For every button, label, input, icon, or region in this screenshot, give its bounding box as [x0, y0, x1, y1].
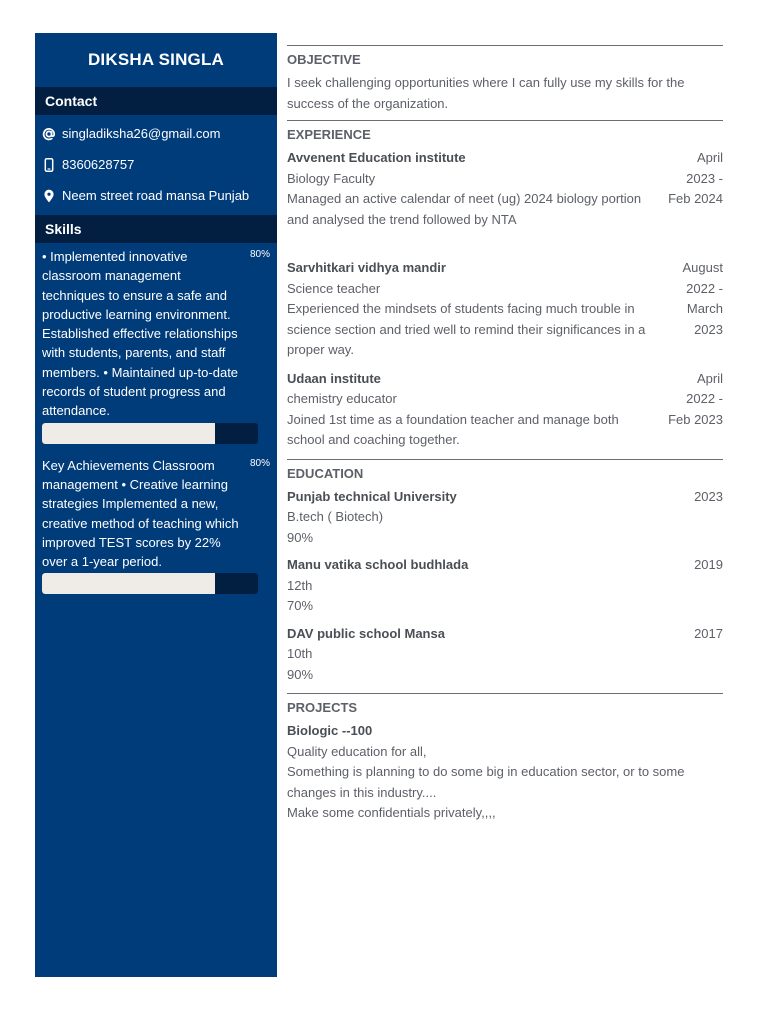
projects-section: [287, 693, 723, 824]
at-icon: [42, 127, 61, 141]
experience-org: Udaan institute: [287, 370, 381, 386]
location-pin-icon: [42, 189, 61, 203]
skill-item: [42, 456, 270, 595]
main-content: [287, 45, 723, 824]
contact-heading: Contact: [35, 87, 277, 115]
contact-list: [35, 115, 277, 215]
education-title: EDUCATION: [287, 465, 364, 481]
education-entry: [287, 624, 723, 686]
education-degree: 12th: [287, 577, 313, 593]
candidate-name: DIKSHA SINGLA: [87, 50, 225, 69]
skills-heading: Skills: [35, 215, 277, 243]
experience-desc: Experienced the mindsets of students facing much trouble in science section and tried well to remind their significances in a proper way.: [287, 301, 646, 357]
skill-progress-bar: [42, 573, 258, 594]
experience-date: [653, 258, 723, 340]
education-entry: [287, 555, 723, 617]
date-line: 2023: [694, 321, 723, 337]
experience-entry: [287, 258, 723, 361]
date-line: August: [682, 260, 723, 275]
date-line: April: [696, 370, 723, 386]
skill-percent: 80%: [249, 249, 270, 260]
education-degree: B.tech ( Biotech): [287, 509, 384, 524]
sidebar: [35, 33, 277, 977]
education-entry: [287, 487, 723, 549]
education-score: 90%: [287, 666, 314, 682]
date-line: 2023 -: [686, 170, 723, 186]
date-line: April: [696, 150, 723, 165]
experience-desc: Joined 1st time as a foundation teacher and manage both school and coaching together.: [287, 411, 619, 447]
date-line: March: [686, 301, 723, 316]
project-line: Something is planning to do some big in education sector, or to some changes in this industry....: [287, 764, 685, 800]
project-line: Make some confidentials privately,,,,: [287, 805, 496, 820]
education-score: 70%: [287, 598, 314, 613]
experience-role: Science teacher: [287, 280, 381, 296]
skill-text: Key Achievements Classroom management • Creative learning strategies Implemented a new, creative method of teaching which improved TEST scores by 22% over a 1-year period.: [42, 457, 239, 570]
experience-title: EXPERIENCE: [287, 127, 371, 142]
experience-date: [653, 148, 723, 210]
education-school: Manu vatika school budhlada: [287, 557, 469, 572]
education-year: 2023: [694, 488, 723, 504]
experience-role: Biology Faculty: [287, 170, 376, 186]
experience-entry: [287, 148, 723, 230]
education-year: 2019: [694, 557, 723, 572]
education-degree: 10th: [287, 646, 313, 661]
date-line: 2022 -: [686, 391, 723, 406]
education-school: DAV public school Mansa: [287, 625, 445, 641]
project-line: Quality education for all,: [287, 743, 427, 759]
contact-phone: [35, 149, 277, 180]
address-text: Neem street road mansa Punjab: [62, 188, 250, 203]
objective-section: [287, 45, 723, 114]
date-line: Feb 2023: [668, 411, 723, 427]
objective-title: OBJECTIVE: [287, 52, 361, 67]
email-text: singladiksha26@gmail.com: [62, 126, 221, 141]
contact-email: [35, 118, 277, 149]
projects-title: PROJECTS: [287, 700, 358, 715]
skill-text: • Implemented innovative classroom management techniques to ensure a safe and productive learning environment. Established effective relationships with students, parents, and staff members. • Maintained up-to-date records of student progress and attendance.: [42, 249, 239, 419]
date-line: 2022 -: [686, 280, 723, 296]
experience-org: Avvenent Education institute: [287, 150, 466, 165]
contact-address: [35, 180, 277, 211]
phone-icon: [42, 158, 61, 172]
experience-role: chemistry educator: [287, 391, 397, 406]
education-year: 2017: [694, 625, 723, 641]
education-section: [287, 459, 723, 686]
experience-section: [287, 120, 723, 451]
date-line: Feb 2024: [668, 191, 723, 206]
skill-percent: 80%: [249, 457, 270, 469]
experience-org: Sarvhitkari vidhya mandir: [287, 260, 446, 275]
skill-item: [42, 247, 270, 444]
education-school: Punjab technical University: [287, 488, 457, 504]
skill-progress-bar: [42, 423, 258, 444]
skills-list: [35, 243, 277, 594]
experience-entry: [287, 369, 723, 451]
experience-desc: Managed an active calendar of neet (ug) 2024 biology portion and analysed the trend followed by NTA: [287, 191, 642, 227]
skill-progress-fill: [42, 573, 215, 594]
project-name: Biologic --100: [287, 723, 373, 738]
objective-text: I seek challenging opportunities where I can fully use my skills for the success of the organization.: [287, 75, 685, 111]
experience-date: [653, 369, 723, 431]
skill-progress-fill: [42, 423, 215, 444]
education-score: 90%: [287, 529, 314, 545]
phone-text: 8360628757: [62, 157, 135, 172]
